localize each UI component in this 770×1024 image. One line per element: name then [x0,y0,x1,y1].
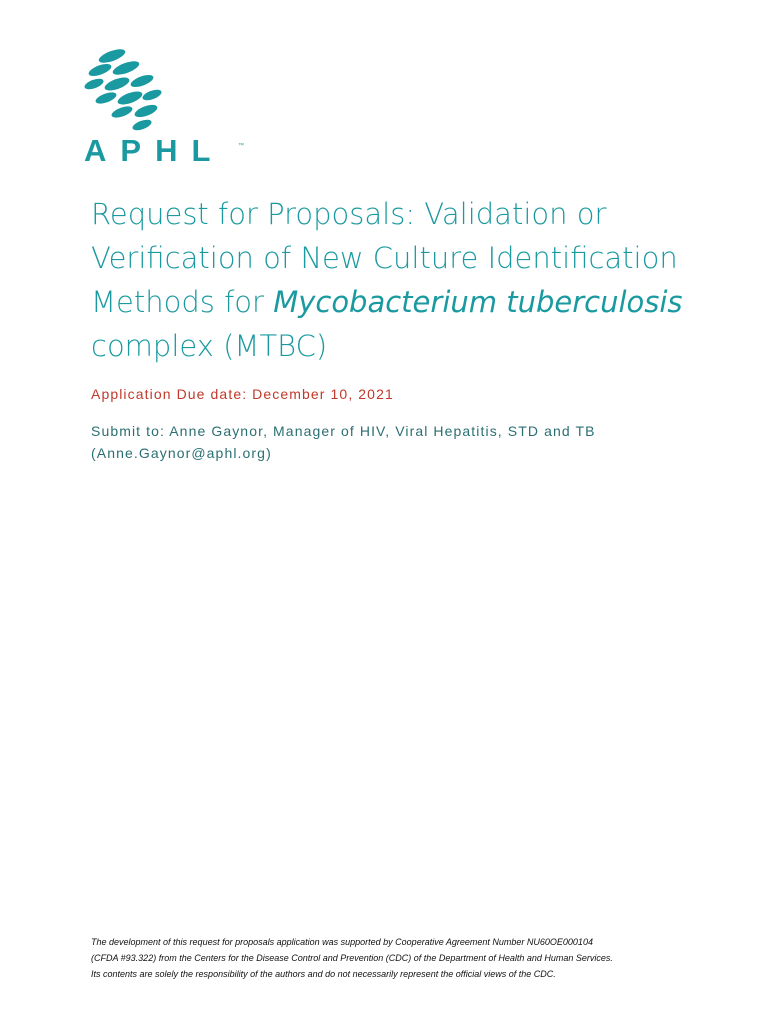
aphl-wordmark: APHL [84,133,225,168]
funding-disclaimer [91,934,711,982]
title-line-2: Verification of New Culture Identification [91,241,678,275]
submit-to-line: Submit to: Anne Gaynor, Manager of HIV, Viral Hepatitis, STD and TB [91,423,596,439]
title-line-1: Request for Proposals: Validation or [91,197,607,231]
aphl-logo [82,48,252,173]
application-due-date: Application Due date: December 10, 2021 [91,386,394,402]
title-line-4: complex (MTBC) [91,329,328,363]
aphl-logo-icon [82,48,182,140]
title-line-3-species: Mycobacterium tuberculosis [273,285,683,319]
trademark-symbol: ™ [238,143,244,149]
disclaimer-line-3: Its contents are solely the responsibility of the authors and do not necessarily represent the official views of the CDC. [91,969,556,979]
document-title [91,192,731,368]
disclaimer-line-2: (CFDA #93.322) from the Centers for the Disease Control and Prevention (CDC) of the Department of Health and Human Services. [91,953,613,963]
submit-email: (Anne.Gaynor@aphl.org) [91,445,272,461]
disclaimer-line-1: The development of this request for proposals application was supported by Cooperative Agreement Number NU60OE000104 [91,937,593,947]
submission-contact [91,420,691,464]
title-line-3-prefix: Methods for [91,285,274,319]
